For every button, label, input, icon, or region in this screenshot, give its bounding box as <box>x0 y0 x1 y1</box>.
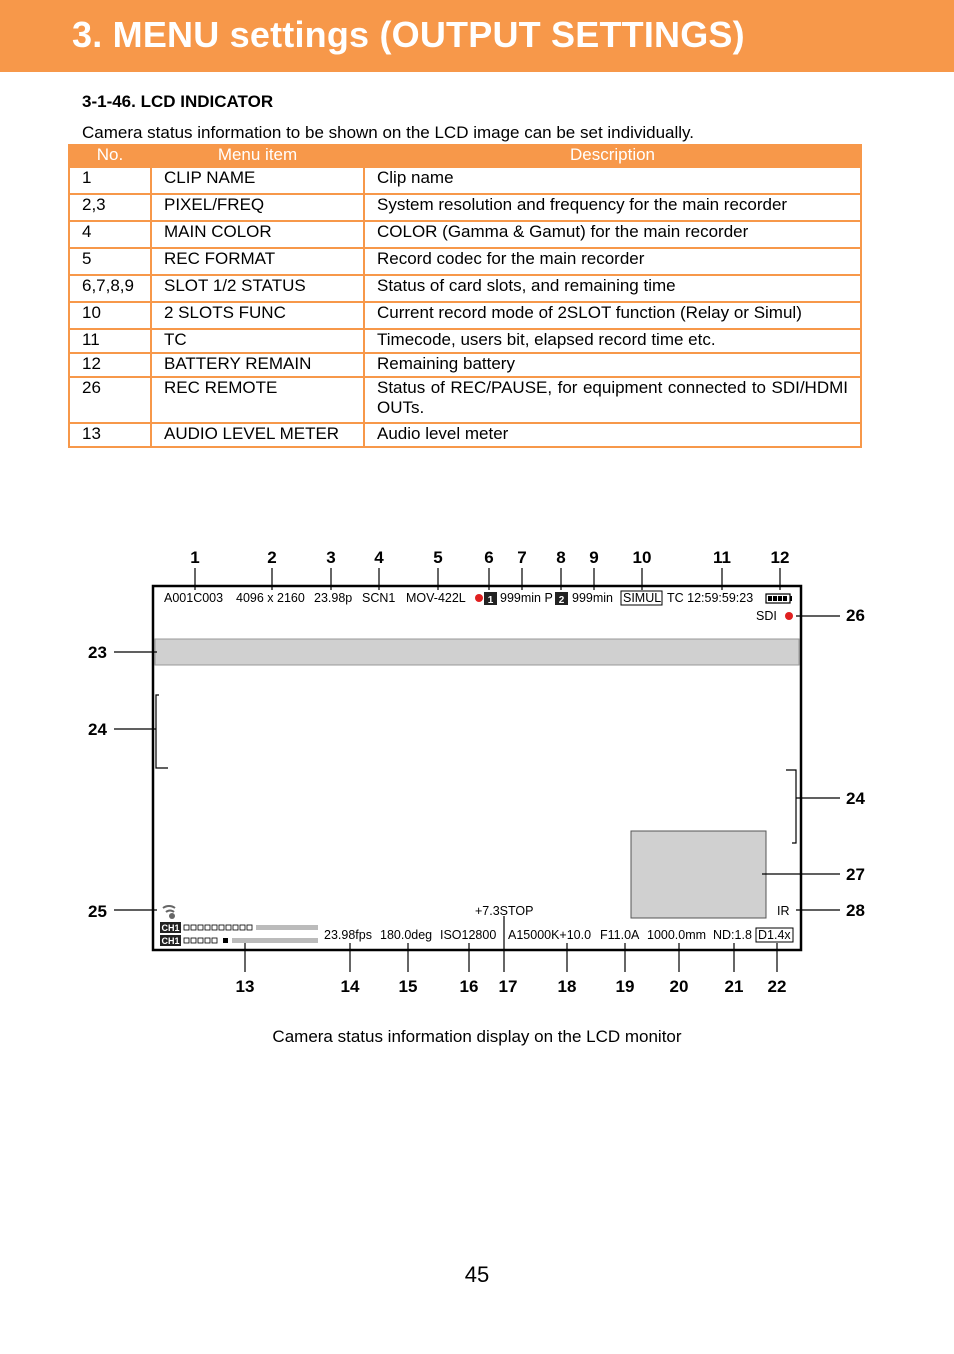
cell-desc: System resolution and frequency for the main recorder <box>364 194 861 221</box>
header-bar <box>0 0 954 72</box>
cell-item: CLIP NAME <box>151 167 364 194</box>
clip-name: A001C003 <box>164 591 224 605</box>
cell-item: AUDIO LEVEL METER <box>151 423 364 447</box>
label-21: 21 <box>724 977 744 996</box>
timecode: TC 12:59:59:23 <box>667 591 754 605</box>
table-header-row <box>69 144 861 167</box>
gray-band <box>155 639 799 665</box>
resolution: 4096 x 2160 <box>236 591 305 605</box>
header-no: No. <box>69 144 151 167</box>
label-4: 4 <box>374 548 384 567</box>
cell-desc: Status of card slots, and remaining time <box>364 275 861 302</box>
top-labels <box>190 548 789 567</box>
label-5: 5 <box>433 548 443 567</box>
cell-desc: Record codec for the main recorder <box>364 248 861 275</box>
label-17: 17 <box>498 977 518 996</box>
focus: 1000.0mm <box>647 928 707 942</box>
nd: ND:1.8 <box>713 928 752 942</box>
cell-item: 2 SLOTS FUNC <box>151 302 364 329</box>
iris: F11.0A <box>600 928 640 942</box>
table-row <box>69 302 861 329</box>
label-10: 10 <box>632 548 652 567</box>
color-setting: SCN1 <box>362 591 396 605</box>
cell-desc: Clip name <box>364 167 861 194</box>
white-balance: A15000K+10.0 <box>508 928 592 942</box>
cell-desc: Status of REC/PAUSE, for equipment connected to SDI/HDMI OUTs. <box>364 377 861 423</box>
table-row <box>69 194 861 221</box>
cell-item: PIXEL/FREQ <box>151 194 364 221</box>
sdi-rec-dot-icon <box>785 612 793 620</box>
table-row <box>69 275 861 302</box>
table-row <box>69 167 861 194</box>
cell-no: 26 <box>69 377 151 423</box>
label-24-left: 24 <box>88 720 107 739</box>
slot1-remain: 999min P <box>500 591 553 605</box>
table-row <box>69 423 861 447</box>
shutter: 180.0deg <box>380 928 433 942</box>
label-2: 2 <box>267 548 277 567</box>
label-11: 11 <box>713 548 731 567</box>
rec-dot-icon <box>475 594 483 602</box>
cell-item: SLOT 1/2 STATUS <box>151 275 364 302</box>
table-row <box>69 248 861 275</box>
table-row <box>69 221 861 248</box>
table-row <box>69 329 861 353</box>
label-27: 27 <box>846 865 865 884</box>
ch1-top: CH1 <box>161 923 180 933</box>
slot2-remain: 999min <box>572 591 613 605</box>
rec-format: MOV-422L <box>406 591 466 605</box>
label-25: 25 <box>88 902 107 921</box>
label-23: 23 <box>88 643 107 662</box>
label-28: 28 <box>846 901 865 920</box>
label-7: 7 <box>517 548 527 567</box>
fps: 23.98fps <box>324 928 372 942</box>
intro-text: Camera status information to be shown on the LCD image can be set individually. <box>82 123 695 142</box>
ch1-bottom: CH1 <box>161 936 180 946</box>
label-16: 16 <box>459 977 479 996</box>
left-labels <box>88 643 157 921</box>
bottom-labels <box>236 977 787 996</box>
section-title: 3-1-46. LCD INDICATOR <box>82 92 274 111</box>
table-row <box>69 353 861 377</box>
figure-caption: Camera status information display on the LCD monitor <box>272 1027 682 1046</box>
label-3: 3 <box>326 548 336 567</box>
cell-item: REC REMOTE <box>151 377 364 423</box>
label-9: 9 <box>589 548 599 567</box>
label-13: 13 <box>235 977 255 996</box>
page-title: 3. MENU settings (OUTPUT SETTINGS) <box>72 14 745 55</box>
cell-item: REC FORMAT <box>151 248 364 275</box>
label-15: 15 <box>398 977 418 996</box>
frequency: 23.98p <box>314 591 353 605</box>
cell-no: 5 <box>69 248 151 275</box>
lcd-diagram <box>80 540 880 1000</box>
cell-no: 11 <box>69 329 151 353</box>
zoom: D1.4x <box>758 928 791 942</box>
stop-value: +7.3STOP <box>475 904 534 918</box>
cell-item: BATTERY REMAIN <box>151 353 364 377</box>
cell-desc: Timecode, users bit, elapsed record time etc. <box>364 329 861 353</box>
header-description: Description <box>364 144 861 167</box>
slot1-badge: 1 <box>487 595 494 606</box>
slot-func: SIMUL <box>623 591 662 605</box>
sdi-label: SDI <box>756 609 777 623</box>
label-26: 26 <box>846 606 865 625</box>
label-6: 6 <box>484 548 494 567</box>
cell-no: 10 <box>69 302 151 329</box>
cell-no: 2,3 <box>69 194 151 221</box>
cell-desc: Current record mode of 2SLOT function (Relay or Simul) <box>364 302 861 329</box>
cell-desc: COLOR (Gamma & Gamut) for the main recorder <box>364 221 861 248</box>
label-24-right: 24 <box>846 789 865 808</box>
label-12: 12 <box>770 548 790 567</box>
battery-icon <box>766 594 792 603</box>
ir-label: IR <box>777 904 790 918</box>
cell-desc: Remaining battery <box>364 353 861 377</box>
cell-no: 13 <box>69 423 151 447</box>
label-1: 1 <box>190 548 200 567</box>
cell-no: 6,7,8,9 <box>69 275 151 302</box>
gray-box <box>631 831 766 918</box>
iso: ISO12800 <box>440 928 497 942</box>
label-14: 14 <box>340 977 360 996</box>
cell-item: MAIN COLOR <box>151 221 364 248</box>
cell-desc: Audio level meter <box>364 423 861 447</box>
cell-no: 1 <box>69 167 151 194</box>
slot2-badge: 2 <box>558 595 565 606</box>
label-18: 18 <box>557 977 577 996</box>
menu-table <box>68 144 862 448</box>
cell-no: 4 <box>69 221 151 248</box>
cell-item: TC <box>151 329 364 353</box>
label-19: 19 <box>615 977 635 996</box>
page-number: 45 <box>464 1262 490 1287</box>
label-20: 20 <box>669 977 689 996</box>
label-8: 8 <box>556 548 566 567</box>
cell-no: 12 <box>69 353 151 377</box>
table-row <box>69 377 861 423</box>
label-22: 22 <box>767 977 787 996</box>
header-menu-item: Menu item <box>151 144 364 167</box>
